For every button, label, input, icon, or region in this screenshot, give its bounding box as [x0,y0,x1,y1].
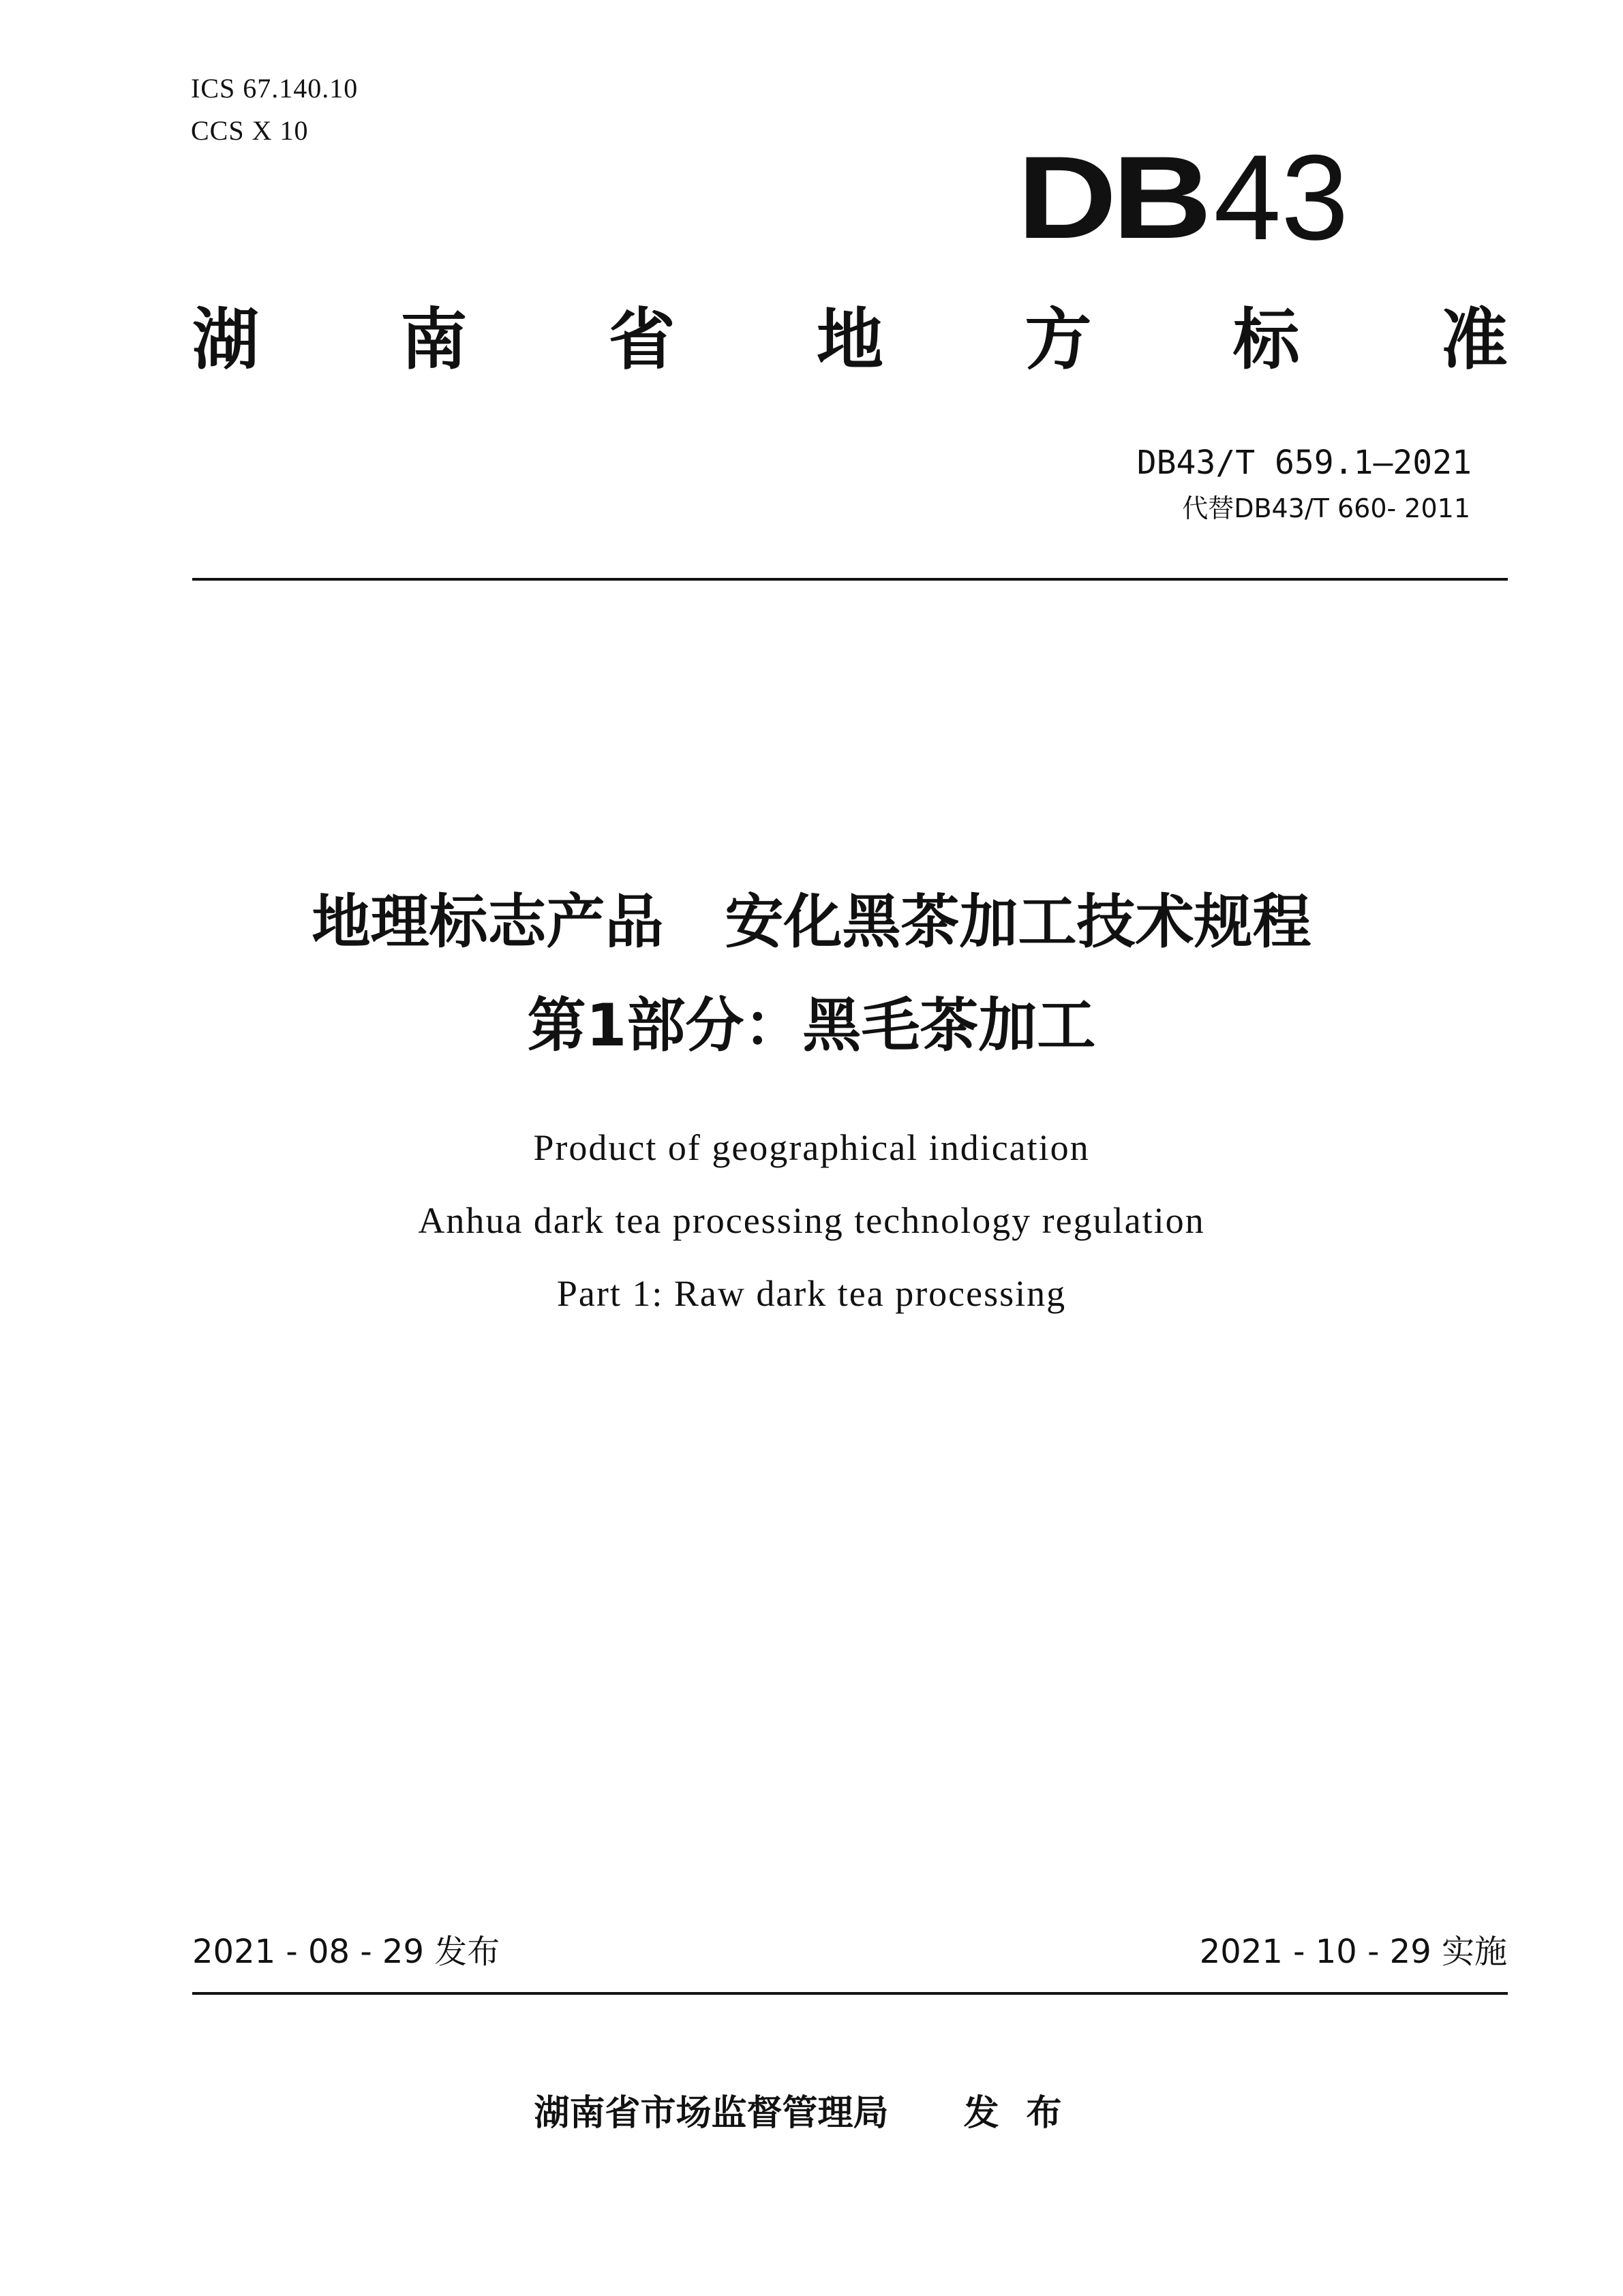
heading-char: 地 [816,301,883,379]
ccs-code: CCS X 10 [191,115,309,146]
implementation-date: 2021 - 10 - 29 实施 [1199,1933,1507,1971]
ics-code: ICS 67.140.10 [191,73,359,104]
logo-code: 43 [1213,129,1349,265]
replaces-note: 代替DB43/T 660- 2011 [1182,493,1470,523]
publisher-name: 湖南省市场监督管理局 [534,2093,889,2134]
standard-type-heading [192,301,1508,379]
english-title-line-2: Anhua dark tea processing technology regulation [418,1200,1205,1241]
english-title-line-3: Part 1: Raw dark tea processing [556,1273,1067,1314]
standard-number: DB43/T 659.1—2021 [1136,444,1472,482]
logo-prefix: DB [1017,132,1207,263]
heading-char: 方 [1025,301,1092,379]
heading-char: 省 [608,301,676,379]
english-title-line-1: Product of geographical indication [533,1127,1090,1168]
chinese-title-line-1 [0,888,1623,956]
heading-char: 南 [400,301,468,379]
heading-char: 湖 [192,301,260,379]
top-divider [192,578,1508,581]
issue-date: 2021 - 08 - 29 发布 [192,1933,500,1971]
title-part-2: 安化黑茶加工技术规程 [725,888,1311,956]
title-part-1: 地理标志产品 [312,888,664,956]
db43-logo [1017,129,1349,265]
publisher [0,2093,1623,2134]
heading-char: 准 [1440,301,1508,379]
publisher-action: 发布 [963,2093,1089,2134]
chinese-title-line-2: 第1部分：黑毛茶加工 [527,992,1096,1060]
heading-char: 标 [1232,301,1300,379]
bottom-divider [192,1992,1508,1995]
